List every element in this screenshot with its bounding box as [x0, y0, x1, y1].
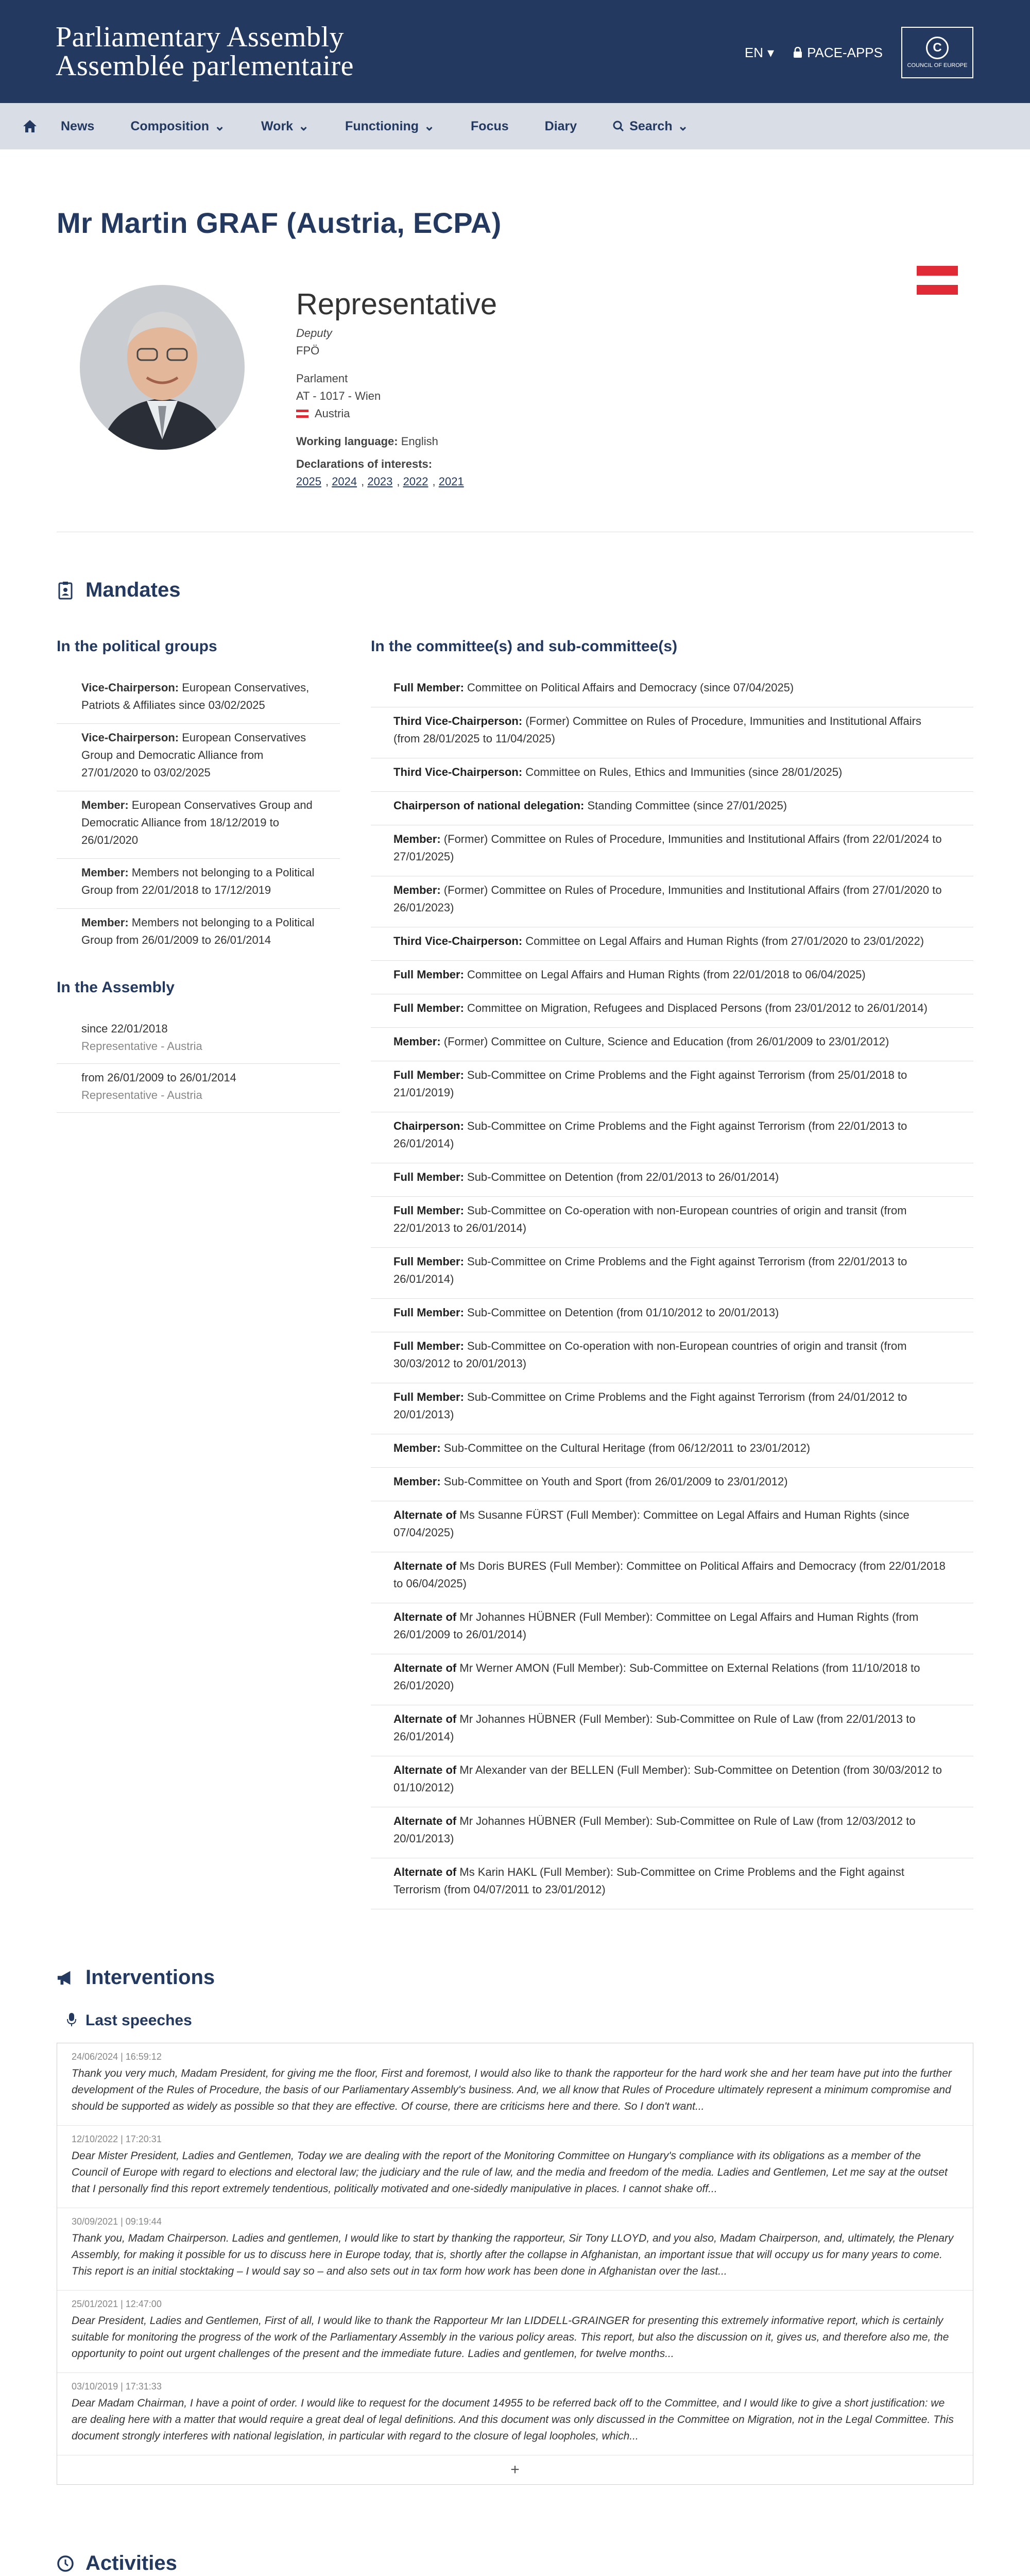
list-item	[371, 1705, 973, 1756]
nav-composition[interactable]	[115, 103, 241, 149]
item-label: Member:	[81, 866, 129, 879]
list-item	[371, 1299, 973, 1332]
nav-functioning[interactable]	[330, 103, 450, 149]
parliament-label: Parlament	[296, 372, 348, 385]
item-label: Full Member:	[393, 1306, 464, 1319]
member-country	[296, 405, 497, 422]
list-item	[371, 707, 973, 758]
list-item	[57, 791, 340, 859]
list-item	[371, 792, 973, 825]
search-icon	[613, 121, 624, 132]
badge-icon	[57, 580, 74, 601]
nav-composition-label: Composition	[130, 118, 210, 133]
speech-item[interactable]	[57, 2208, 973, 2291]
nav-functioning-label: Functioning	[345, 118, 419, 133]
item-label: Member:	[393, 1475, 441, 1488]
working-language-value: English	[401, 435, 438, 448]
site-title-en[interactable]: Parliamentary Assembly	[56, 21, 345, 53]
page-title: Mr Martin GRAF (Austria, ECPA)	[57, 207, 502, 239]
nav-work-label: Work	[261, 118, 294, 133]
speech-date: 25/01/2021 | 12:47:00	[72, 2299, 162, 2309]
member-deputy: Deputy	[296, 327, 332, 340]
chevron-down-icon: ⌄	[214, 119, 226, 133]
list-item	[57, 1015, 340, 1064]
item-text: Committee on Rules, Ethics and Immunities (since 28/01/2025)	[522, 766, 843, 778]
item-label: Alternate of	[393, 1662, 457, 1674]
list-item	[371, 1807, 973, 1858]
nav-focus-label: Focus	[471, 118, 509, 133]
list-item	[371, 1197, 973, 1248]
pace-apps-label: PACE-APPS	[807, 44, 883, 60]
nav-search-label: Search	[629, 118, 673, 133]
committees-heading: In the committee(s) and sub-committee(s)	[371, 638, 678, 655]
item-text: Ms Karin HAKL (Full Member): Sub-Committee on Crime Problems and the Fight against Terrorism (from 04/07/2011 to 23/01/2012)	[393, 1866, 904, 1896]
item-label: Full Member:	[393, 1204, 464, 1217]
site-title-fr[interactable]: Assemblée parlementaire	[56, 50, 354, 82]
nav-search[interactable]	[597, 103, 703, 149]
coe-logo-text: COUNCIL OF EUROPE	[907, 62, 968, 69]
item-text: Mr Werner AMON (Full Member): Sub-Committee on External Relations (from 11/10/2018 to 26/01/2020)	[393, 1662, 920, 1692]
member-role: Representative	[296, 287, 497, 321]
item-label: Alternate of	[393, 1764, 457, 1776]
site-title[interactable]	[56, 23, 354, 80]
item-text: (Former) Committee on Rules of Procedure, Immunities and Institutional Affairs (from 27/01/2020 to 26/01/2023)	[393, 884, 942, 914]
item-text: Committee on Political Affairs and Democracy (since 07/04/2025)	[464, 681, 794, 694]
list-item	[57, 1064, 340, 1113]
list-item	[371, 1248, 973, 1299]
list-item	[57, 909, 340, 958]
member-profile	[57, 285, 973, 532]
activities-title: Activities	[85, 2552, 177, 2574]
item-label: Member:	[393, 884, 441, 896]
mandates-title: Mandates	[85, 579, 181, 601]
nav-news-label: News	[61, 118, 95, 133]
item-text: Sub-Committee on the Cultural Heritage (from 06/12/2011 to 23/01/2012)	[440, 1442, 811, 1454]
declarations-label: Declarations of interests:	[296, 457, 433, 470]
item-label: Chairperson:	[393, 1120, 464, 1132]
speeches-list	[57, 2043, 973, 2485]
item-label: Alternate of	[393, 1611, 457, 1623]
pace-apps-link[interactable]	[793, 45, 883, 61]
list-item	[371, 825, 973, 876]
speech-item[interactable]	[57, 2291, 973, 2373]
item-label: Full Member:	[393, 1340, 464, 1352]
item-label: Alternate of	[393, 1866, 457, 1878]
item-text: (Former) Committee on Rules of Procedure, Immunities and Institutional Affairs (from 22/01/2024 to 27/01/2025)	[393, 833, 942, 863]
item-text: Sub-Committee on Co-operation with non-European countries of origin and transit (from 22/01/2013 to 26/01/2014)	[393, 1204, 907, 1234]
language-selector[interactable]	[745, 45, 774, 61]
nav-work[interactable]	[246, 103, 324, 149]
item-label: Vice-Chairperson:	[81, 681, 179, 694]
austria-flag-icon	[917, 266, 958, 295]
item-detail: Representative - Austria	[81, 1040, 202, 1053]
list-item	[371, 1858, 973, 1909]
list-item	[57, 674, 340, 724]
home-icon[interactable]	[20, 116, 40, 137]
item-text: Committee on Migration, Refugees and Displaced Persons (from 23/01/2012 to 26/01/2014)	[464, 1002, 928, 1014]
item-label: Member:	[393, 1442, 441, 1454]
list-item	[371, 1163, 973, 1197]
main-content	[57, 206, 973, 2576]
item-label: Full Member:	[393, 1002, 464, 1014]
megaphone-icon	[57, 1968, 74, 1988]
chevron-down-icon: ⌄	[424, 119, 435, 133]
more-speeches-button[interactable]: +	[510, 2461, 520, 2478]
list-item	[371, 961, 973, 994]
declaration-link[interactable]: 2021	[438, 475, 464, 488]
item-label: Full Member:	[393, 1069, 464, 1081]
item-text: Standing Committee (since 27/01/2025)	[584, 799, 787, 812]
parliament-address: AT - 1017 - Wien	[296, 389, 381, 402]
assembly-list	[57, 1015, 340, 1113]
item-label: Chairperson of national delegation:	[393, 799, 585, 812]
main-nav	[0, 103, 1030, 149]
mandates-columns	[57, 638, 973, 1909]
item-text: Committee on Legal Affairs and Human Rights (from 27/01/2020 to 23/01/2022)	[522, 935, 924, 947]
assembly-heading: In the Assembly	[57, 979, 175, 996]
item-text: Mr Alexander van der BELLEN (Full Member): Sub-Committee on Detention (from 30/03/2012 to 01/10/2012)	[393, 1764, 942, 1794]
item-text: Mr Johannes HÜBNER (Full Member): Sub-Committee on Rule of Law (from 12/03/2012 to 20/01/2013)	[393, 1815, 916, 1845]
item-text: (Former) Committee on Culture, Science and Education (from 26/01/2009 to 23/01/2012)	[440, 1035, 889, 1048]
speech-text: Thank you very much, Madam President, for giving me the floor, First and foremost, I would also like to thank the rapporteur for the hard work she and her team have put into the further development of the Rules of Procedure, the basis of our Parliamentary Assembly's business. And, we all know that Rules of Procedure ultimately represent a minimum compromise and should be supported as widely as possible so that they are effective. Of course, there are criticisms here and there. So I don't want...	[72, 2067, 952, 2112]
item-label: Full Member:	[393, 681, 464, 694]
item-text: Committee on Legal Affairs and Human Rights (from 22/01/2018 to 06/04/2025)	[464, 968, 866, 981]
item-label: Vice-Chairperson:	[81, 731, 179, 744]
language-label: EN	[744, 44, 764, 60]
item-label: Third Vice-Chairperson:	[393, 715, 523, 727]
list-item	[371, 674, 973, 707]
item-text: Sub-Committee on Crime Problems and the Fight against Terrorism (from 24/01/2012 to 20/01/2013)	[393, 1391, 907, 1421]
list-item	[371, 1501, 973, 1552]
speech-date: 12/10/2022 | 17:20:31	[72, 2134, 162, 2144]
council-of-europe-logo[interactable]	[901, 27, 973, 78]
item-label: Third Vice-Chairperson:	[393, 766, 523, 778]
chevron-down-icon: ⌄	[298, 119, 310, 133]
list-item	[371, 758, 973, 792]
item-label: Third Vice-Chairperson:	[393, 935, 523, 947]
working-language	[296, 433, 497, 450]
political-groups-list	[57, 674, 340, 958]
site-header	[0, 0, 1030, 103]
list-item	[371, 1028, 973, 1061]
member-country-label: Austria	[315, 407, 350, 420]
item-label: Member:	[81, 916, 129, 929]
speech-text: Dear President, Ladies and Gentlemen, First of all, I would like to thank the Rapporteur Mr Ian LIDDELL-GRAINGER for presenting this extremely informative report, which is certainly suitable for monitoring the progress of the work of the Parliamentary Assembly in the various policy areas. This report, but also the discussion on it, gives us, and therefore also me, the opportunity to point out urgent challenges of the present and the immediate future. Ladies and gentlemen, for twelve months...	[72, 2315, 949, 2360]
political-groups-heading: In the political groups	[57, 638, 217, 655]
list-item	[371, 1654, 973, 1705]
list-item	[371, 876, 973, 927]
declarations-links: 2025 , 2024 , 2023 , 2022 , 2021	[296, 475, 464, 488]
caret-down-icon: ▾	[767, 44, 775, 60]
list-item	[371, 927, 973, 961]
speech-item[interactable]	[57, 2126, 973, 2208]
coe-emblem-icon: C	[926, 37, 949, 59]
item-label: Alternate of	[393, 1509, 457, 1521]
item-text: Sub-Committee on Crime Problems and the Fight against Terrorism (from 25/01/2018 to 21/01/2019)	[393, 1069, 907, 1099]
speech-date: 24/06/2024 | 16:59:12	[72, 2052, 162, 2062]
item-text: Ms Doris BURES (Full Member): Committee on Political Affairs and Democracy (from 22/01/2018 to 06/04/2025)	[393, 1560, 946, 1590]
item-text: Sub-Committee on Detention (from 01/10/2012 to 20/01/2013)	[464, 1306, 779, 1319]
activities-heading	[57, 2552, 973, 2575]
speech-text: Dear Mister President, Ladies and Gentlemen, Today we are dealing with the report of the Monitoring Committee on Hungary's compliance with its obligations as a member of the Council of Europe with regard to elections and electoral law; the judiciary and the rule of law, and the media and freedom of the media. Ladies and Gentlemen, Let me say at the outset that I personally find this report extremely tendentious, politically motivated and one-sidedly manipulative in places. I cannot shake off...	[72, 2150, 948, 2195]
item-label: Member:	[393, 833, 441, 845]
speech-text: Thank you, Madam Chairperson. Ladies and gentlemen, I would like to start by thanking the rapporteur, Sir Tony LLOYD, and you also, Madam Chairperson, and, ultimately, the Plenary Assembly, for making it possible for us to discuss here in Europe today, that is, shortly after the collapse in Afghanistan, an important issue that will occupy us for many years to come. This report is an initial stocktaking – I would say so – and also sets out in tax form how work has been done in Afghanistan over the last...	[72, 2232, 954, 2277]
nav-diary[interactable]	[529, 103, 593, 149]
list-item	[57, 724, 340, 791]
austria-flag-small-icon	[296, 410, 308, 418]
item-label: Member:	[81, 799, 129, 811]
list-item	[371, 994, 973, 1028]
speech-date: 03/10/2019 | 17:31:33	[72, 2381, 162, 2392]
item-text: Sub-Committee on Youth and Sport (from 26/01/2009 to 23/01/2012)	[440, 1475, 788, 1488]
declaration-link[interactable]: 2022	[403, 475, 428, 488]
list-item	[371, 1112, 973, 1163]
lock-icon	[793, 47, 803, 58]
item-period: from 26/01/2009 to 26/01/2014	[81, 1071, 236, 1084]
item-label: Full Member:	[393, 1171, 464, 1183]
chevron-down-icon: ⌄	[677, 119, 689, 133]
working-language-label: Working language:	[296, 435, 398, 448]
list-item	[371, 1383, 973, 1434]
item-text: Ms Susanne FÜRST (Full Member): Committee on Legal Affairs and Human Rights (since 07/04/2025)	[393, 1509, 909, 1539]
item-text: Sub-Committee on Detention (from 22/01/2013 to 26/01/2014)	[464, 1171, 779, 1183]
item-text: (Former) Committee on Rules of Procedure, Immunities and Institutional Affairs (from 28/01/2025 to 11/04/2025)	[393, 715, 921, 745]
declaration-link[interactable]: 2023	[367, 475, 393, 488]
list-item	[371, 1552, 973, 1603]
declaration-link[interactable]: 2024	[332, 475, 357, 488]
list-item	[371, 1603, 973, 1654]
item-text: European Conservatives, Patriots & Affiliates since 03/02/2025	[81, 681, 310, 711]
interventions-title: Interventions	[85, 1966, 215, 1989]
speech-text: Dear Madam Chairman, I have a point of order. I would like to request for the document 14955 to be referred back off to the Committee, and I would like to give a short justification: we are dealing here with a matter that would require a great deal of legal definitions. And this document was only discussed in the Committee on Migration, not in the Legal Committee. This document strongly interferes with national legislation, in particular with regard to the closure of legal loopholes, which...	[72, 2397, 954, 2442]
list-item	[371, 1434, 973, 1468]
item-text: Mr Johannes HÜBNER (Full Member): Sub-Committee on Rule of Law (from 22/01/2013 to 26/01/2014)	[393, 1713, 916, 1743]
mandates-heading	[57, 579, 973, 602]
item-text: European Conservatives Group and Democratic Alliance from 18/12/2019 to 26/01/2020	[81, 799, 313, 846]
item-text: Mr Johannes HÜBNER (Full Member): Committee on Legal Affairs and Human Rights (from 26/01/2009 to 26/01/2014)	[393, 1611, 919, 1641]
item-text: Sub-Committee on Co-operation with non-European countries of origin and transit (from 30/03/2012 to 20/01/2013)	[393, 1340, 907, 1370]
last-speeches-title: Last speeches	[85, 2012, 192, 2029]
item-period: since 22/01/2018	[81, 1022, 168, 1035]
declaration-link[interactable]: 2025	[296, 475, 321, 488]
item-text: Members not belonging to a Political Group from 22/01/2018 to 17/12/2019	[81, 866, 315, 896]
item-detail: Representative - Austria	[81, 1089, 202, 1101]
nav-focus[interactable]	[455, 103, 524, 149]
member-photo	[80, 285, 245, 450]
interventions-heading	[57, 1966, 973, 1989]
item-label: Alternate of	[393, 1815, 457, 1827]
speech-item[interactable]	[57, 2373, 973, 2455]
list-item	[57, 859, 340, 909]
nav-news[interactable]	[45, 103, 110, 149]
item-text: European Conservatives Group and Democratic Alliance from 27/01/2020 to 03/02/2025	[81, 731, 306, 779]
item-label: Alternate of	[393, 1713, 457, 1725]
microphone-icon	[67, 2012, 76, 2029]
speech-item[interactable]	[57, 2043, 973, 2126]
item-text: Sub-Committee on Crime Problems and the Fight against Terrorism (from 22/01/2013 to 26/01/2014)	[393, 1120, 907, 1150]
list-item	[371, 1756, 973, 1807]
item-text: Sub-Committee on Crime Problems and the Fight against Terrorism (from 22/01/2013 to 26/01/2014)	[393, 1255, 907, 1285]
nav-diary-label: Diary	[544, 118, 577, 133]
item-label: Member:	[393, 1035, 441, 1048]
item-label: Alternate of	[393, 1560, 457, 1572]
list-item	[371, 1061, 973, 1112]
item-text: Members not belonging to a Political Group from 26/01/2009 to 26/01/2014	[81, 916, 315, 946]
item-label: Full Member:	[393, 1255, 464, 1268]
committees-list	[371, 674, 973, 1909]
item-label: Full Member:	[393, 968, 464, 981]
clock-icon	[57, 2553, 74, 2574]
speech-date: 30/09/2021 | 09:19:44	[72, 2216, 162, 2227]
member-party: FPÖ	[296, 344, 320, 357]
list-item	[371, 1332, 973, 1383]
item-label: Full Member:	[393, 1391, 464, 1403]
last-speeches-heading	[57, 2012, 973, 2029]
list-item	[371, 1468, 973, 1501]
